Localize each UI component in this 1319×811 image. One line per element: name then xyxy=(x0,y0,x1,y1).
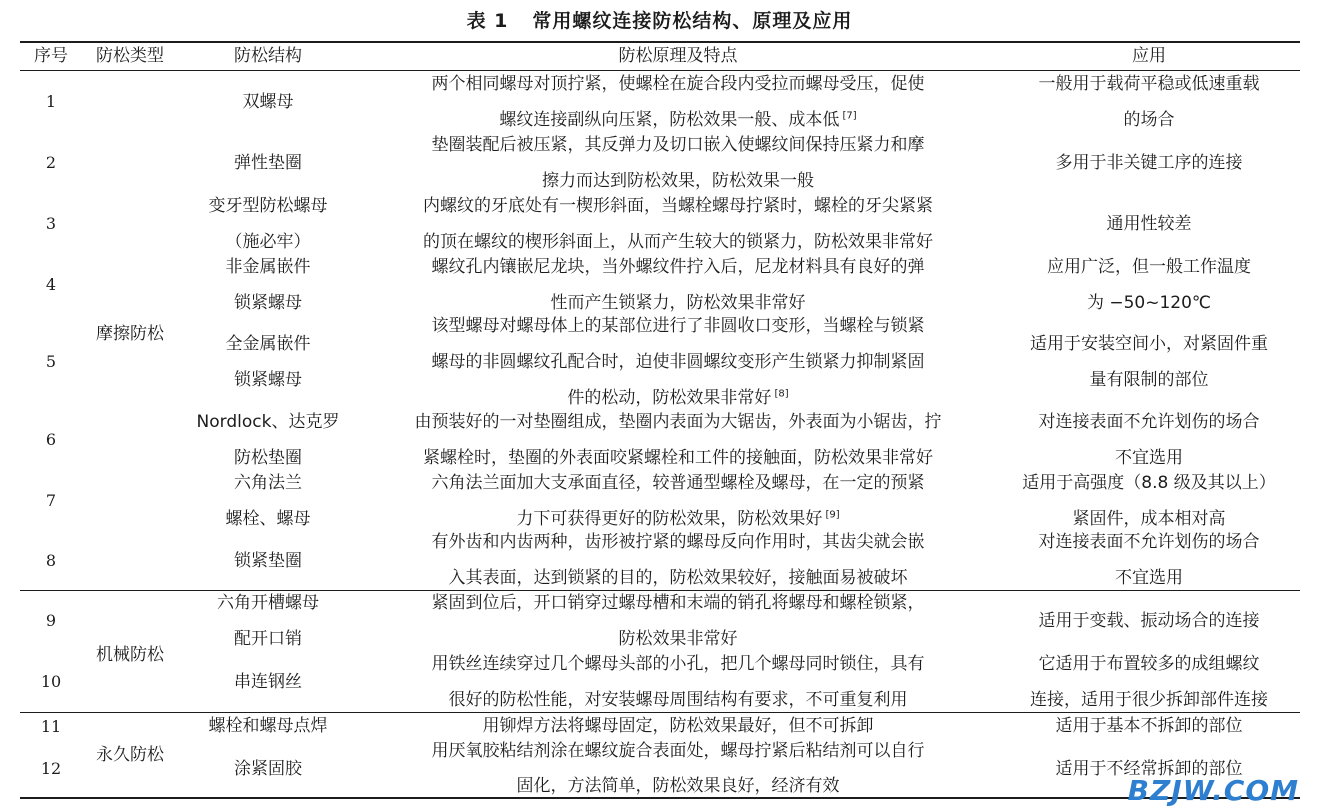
structure-cell-line: （施必牢） xyxy=(225,232,311,252)
structure-cell-line: 变牙型防松螺母 xyxy=(208,196,328,216)
structure-cell xyxy=(178,710,358,743)
structure-cell-line: 配开口销 xyxy=(234,629,302,649)
application-cell-line: 多用于非关键工序的连接 xyxy=(1055,153,1243,173)
citation-ref: [8] xyxy=(771,388,789,400)
structure-cell xyxy=(178,585,358,657)
watermark-logo: BZJW.COM xyxy=(1127,774,1299,807)
principle-cell-line: 螺纹连接副纵向压紧，防松效果一般、成本低 [7] xyxy=(499,110,857,130)
application-cell-line: 的场合 xyxy=(1123,110,1175,130)
principle-cell-line: 两个相同螺母对顶拧紧，使螺栓在旋合段内受拉而螺母受压，促使 xyxy=(431,74,925,94)
principle-cell-line: 六角法兰面加大支承面直径，较普通型螺栓及螺母，在一定的预紧 xyxy=(431,473,925,493)
structure-cell xyxy=(178,326,358,398)
row-number-line: 1 xyxy=(45,92,57,111)
application-cell-line: 不宜选用 xyxy=(1115,448,1183,468)
application-cell-line: 通用性较差 xyxy=(1106,214,1192,234)
row-number xyxy=(20,664,82,700)
principle-cell-line: 的顶在螺纹的楔形斜面上，从而产生较大的锁紧力，防松效果非常好 xyxy=(423,232,933,252)
row-number-line: 10 xyxy=(40,671,62,691)
application-cell-line: 适用于高强度（8.8 级及其以上） xyxy=(1022,473,1276,493)
principle-cell xyxy=(358,734,998,803)
principle-cell-line: 螺纹孔内镶嵌尼龙块，当外螺纹件拧入后，尼龙材料具有良好的弹 xyxy=(431,257,925,277)
principle-cell-line: 防松效果非常好 xyxy=(618,629,738,649)
table-title xyxy=(0,4,1319,38)
principle-cell-line: 紧螺栓时，垫圈的外表面咬紧螺栓和工件的接触面，防松效果非常好 xyxy=(423,448,933,468)
structure-cell-line: 全金属嵌件 xyxy=(225,334,311,354)
header-no: 序号 xyxy=(34,46,68,66)
structure-cell-line: Nordlock、达克罗 xyxy=(196,412,340,432)
structure-cell-line: 非金属嵌件 xyxy=(225,257,311,277)
application-cell-line: 不宜选用 xyxy=(1115,567,1183,588)
row-number-line: 6 xyxy=(45,430,57,449)
row-number xyxy=(20,543,82,579)
principle-cell-line: 该型螺母对螺母体上的某部位进行了非圆收口变形，当螺栓与锁紧 xyxy=(431,316,925,336)
application-cell-line: 量有限制的部位 xyxy=(1089,370,1209,390)
principle-cell-line: 固化，方法简单，防松效果良好，经济有效 xyxy=(516,775,840,796)
structure-cell-line: 串连钢丝 xyxy=(234,671,302,692)
row-number xyxy=(20,267,82,303)
application-cell-line: 适用于基本不拆卸的部位 xyxy=(1055,716,1243,736)
principle-cell-line: 螺母的非圆螺纹孔配合时，迫使非圆螺纹变形产生锁紧力抑制紧固 xyxy=(431,352,925,372)
application-cell-line: 对连接表面不允许划伤的场合 xyxy=(1038,532,1260,552)
principle-cell-line: 内螺纹的牙底处有一楔形斜面，当螺栓螺母拧紧时，螺栓的牙尖紧紧 xyxy=(423,196,933,216)
structure-cell-line: 锁紧垫圈 xyxy=(234,550,302,571)
row-number xyxy=(20,344,82,380)
structure-cell xyxy=(178,664,358,700)
structure-cell-line: 双螺母 xyxy=(242,92,294,112)
group-friction: 摩擦防松 xyxy=(96,324,164,344)
structure-cell xyxy=(178,145,358,181)
principle-cell-line: 有外齿和内齿两种，齿形被拧紧的螺母反向作用时，其齿尖就会嵌 xyxy=(431,532,925,552)
structure-cell xyxy=(178,543,358,579)
row-number-line: 4 xyxy=(45,275,57,294)
principle-cell xyxy=(358,308,998,416)
row-number-line: 3 xyxy=(45,214,57,233)
application-cell xyxy=(998,66,1300,138)
row-number-line: 9 xyxy=(45,611,57,630)
structure-cell xyxy=(178,465,358,537)
table-label: 表 1 xyxy=(466,10,509,32)
principle-cell-line: 用厌氧胶粘结剂涂在螺纹旋合表面处，螺母拧紧后粘结剂可以自行 xyxy=(431,741,925,761)
row-number xyxy=(20,483,82,519)
row-number xyxy=(20,422,82,458)
group-permanent: 永久防松 xyxy=(96,745,164,765)
structure-cell-line: 六角法兰 xyxy=(234,473,302,493)
principle-cell-line: 力下可获得更好的防松效果，防松效果好 [9] xyxy=(516,509,840,529)
row-number-line: 8 xyxy=(45,550,57,570)
application-cell xyxy=(998,646,1300,718)
structure-cell-line: 锁紧螺母 xyxy=(234,293,302,313)
application-cell-line: 适用于变载、振动场合的连接 xyxy=(1038,611,1260,631)
application-cell-line: 为 −50~120℃ xyxy=(1086,293,1212,313)
structure-cell-line: 锁紧螺母 xyxy=(234,370,302,390)
principle-cell-line: 入其表面，达到锁紧的目的，防松效果较好，接触面易被破坏 xyxy=(448,567,908,588)
row-number-line: 12 xyxy=(40,758,62,778)
application-cell xyxy=(998,603,1300,639)
application-cell-line: 一般用于载荷平稳或低速重载 xyxy=(1038,74,1260,94)
row-number xyxy=(20,206,82,242)
principle-cell-line: 用铆焊方法将螺母固定，防松效果最好，但不可拆卸 xyxy=(482,716,874,736)
structure-cell-line: 防松垫圈 xyxy=(234,448,302,468)
header-structure: 防松结构 xyxy=(234,46,302,66)
header-application: 应用 xyxy=(1132,46,1166,66)
principle-cell-line: 垫圈装配后被压紧，其反弹力及切口嵌入使螺纹间保持压紧力和摩 xyxy=(431,135,925,155)
application-cell xyxy=(998,145,1300,181)
principle-cell-line: 很好的防松性能，对安装螺母周围结构有要求，不可重复利用 xyxy=(448,689,908,710)
application-cell-line: 适用于安装空间小，对紧固件重 xyxy=(1030,334,1268,354)
principle-cell-line: 性而产生锁紧力，防松效果非常好 xyxy=(550,293,806,313)
application-cell-line: 紧固件，成本相对高 xyxy=(1072,509,1226,529)
row-number-line: 2 xyxy=(45,153,57,172)
row-number-line: 5 xyxy=(45,352,57,371)
structure-cell-line: 六角开槽螺母 xyxy=(217,593,319,613)
header-type: 防松类型 xyxy=(96,46,164,66)
application-cell-line: 应用广泛，但一般工作温度 xyxy=(1047,257,1251,277)
structure-cell-line: 螺栓、螺母 xyxy=(225,509,311,529)
structure-cell xyxy=(178,751,358,787)
structure-cell xyxy=(178,84,358,120)
citation-ref: [7] xyxy=(839,110,857,122)
application-cell-line: 适用于不经常拆卸的部位 xyxy=(1055,758,1243,779)
row-number xyxy=(20,710,82,743)
structure-cell-line: 螺栓和螺母点焊 xyxy=(208,716,328,736)
application-cell-line: 对连接表面不允许划伤的场合 xyxy=(1038,412,1260,432)
row-number xyxy=(20,145,82,181)
row-number xyxy=(20,603,82,639)
application-cell-line: 它适用于布置较多的成组螺纹 xyxy=(1038,653,1260,674)
structure-cell xyxy=(178,249,358,321)
application-cell xyxy=(998,525,1300,596)
row-number-line: 7 xyxy=(45,491,57,510)
application-cell xyxy=(998,326,1300,398)
application-cell-line: 连接，适用于很少拆卸部件连接 xyxy=(1030,689,1268,710)
row-number xyxy=(20,751,82,787)
principle-cell xyxy=(358,646,998,718)
citation-ref: [9] xyxy=(822,509,840,521)
header-principle: 防松原理及特点 xyxy=(618,46,738,66)
principle-cell-line: 件的松动，防松效果非常好 [8] xyxy=(567,388,789,408)
principle-cell-line: 由预装好的一对垫圈组成，垫圈内表面为大锯齿，外表面为小锯齿，拧 xyxy=(414,412,942,432)
principle-cell-line: 擦力而达到防松效果，防松效果一般 xyxy=(542,171,814,191)
structure-cell-line: 弹性垫圈 xyxy=(234,153,302,173)
application-cell xyxy=(998,710,1300,743)
principle-cell-line: 紧固到位后，开口销穿过螺母槽和末端的销孔将螺母和螺栓锁紧， xyxy=(431,593,925,613)
row-number-line: 11 xyxy=(40,717,62,736)
group-mechanical: 机械防松 xyxy=(96,645,164,665)
application-cell xyxy=(998,249,1300,321)
application-cell xyxy=(998,206,1300,242)
row-number xyxy=(20,84,82,120)
table-caption: 常用螺纹连接防松结构、原理及应用 xyxy=(532,10,853,32)
principle-cell-line: 用铁丝连续穿过几个螺母头部的小孔，把几个螺母同时锁住，具有 xyxy=(431,653,925,674)
structure-cell-line: 涂紧固胶 xyxy=(234,758,302,779)
